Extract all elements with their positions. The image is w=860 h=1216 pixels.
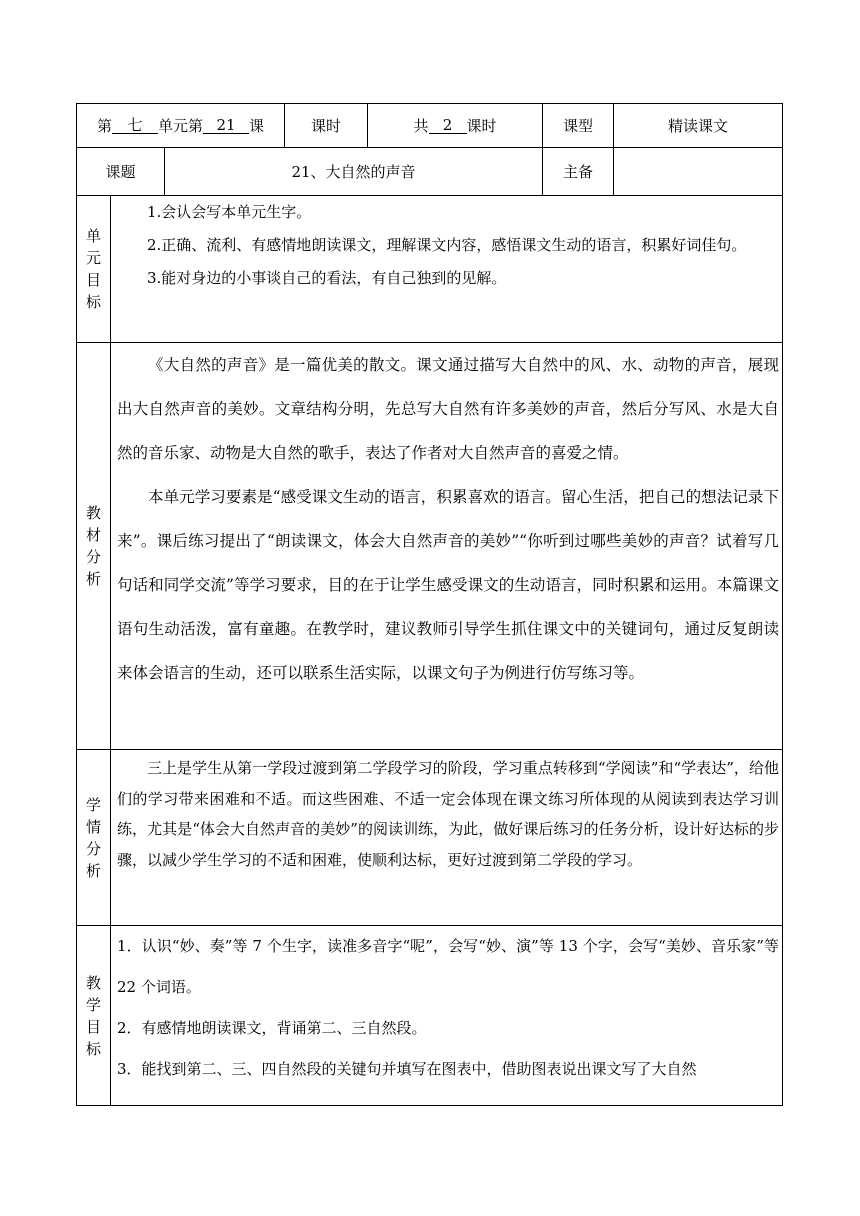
type-value: 精读课文 xyxy=(667,117,728,135)
period-label: 课时 xyxy=(310,117,341,135)
title-value-cell xyxy=(165,148,543,195)
unit-goals-content xyxy=(111,196,782,342)
textbook-analysis-row xyxy=(77,343,782,750)
unit-goals-label-cell xyxy=(77,196,111,342)
total-suffix: 课时 xyxy=(466,117,497,135)
type-label: 课型 xyxy=(562,117,593,135)
learner-analysis-label-cell xyxy=(77,750,111,925)
analysis-paragraph: 本单元学习要素是“感受课文生动的语言，积累喜欢的语言。留心生活，把自己的想法记录下来”。课后练习提出了“朗读课文，体会大自然声音的美妙”“你听到过哪些美妙的声音？试着写几句话和同学交流”等学习要求，目的在于让学生感受课文的生动语言，同时积累和运用。本篇课文语句生动活泼，富有童趣。在教学时，建议教师引导学生抓住课文中的关键词句，通过反复朗读来体会语言的生动，还可以联系生活实际，以课文句子为例进行仿写练习等。 xyxy=(117,488,779,682)
header-row xyxy=(77,104,782,148)
learner-analysis-label: 学情分析 xyxy=(85,795,101,880)
type-label-cell xyxy=(543,104,614,147)
unit-goal-item: 1.会认会写本单元生字。 xyxy=(147,203,312,221)
type-value-cell xyxy=(614,104,782,147)
teaching-goals-label-cell xyxy=(77,926,111,1105)
textbook-analysis-content xyxy=(111,343,782,749)
teaching-goals-content xyxy=(111,926,782,1105)
unit-mid-text: 单元第 xyxy=(157,117,203,135)
learner-paragraph: 三上是学生从第一学段过渡到第二学段学习的阶段，学习重点转移到“学阅读”和“学表达”，给他们的学习带来困难和不适。而这些困难、不适一定会体现在课文练习所体现的从阅读到表达学习训练，尤其是“体会大自然声音的美妙”的阅读训练，为此，做好课后练习的任务分析，设计好达标的步骤，以减少学生学习的不适和困难，使顺利达标，更好过渡到第二学段的学习。 xyxy=(117,759,779,869)
teaching-goals-label: 教学目标 xyxy=(85,973,101,1058)
teaching-goal-item: 3．能找到第二、三、四自然段的关键句并填写在图表中，借助图表说出课文写了大自然 xyxy=(117,1060,697,1078)
owner-label: 主备 xyxy=(562,163,593,181)
lesson-suffix: 课 xyxy=(249,117,265,135)
unit-prefix: 第 xyxy=(96,117,112,135)
teaching-goals-row xyxy=(77,926,782,1105)
title-row xyxy=(77,148,782,196)
lesson-plan-table xyxy=(76,103,783,1106)
unit-goal-item: 2.正确、流利、有感情地朗读课文，理解课文内容，感悟课文生动的语言，积累好词佳句。 xyxy=(147,236,747,254)
total-prefix: 共 xyxy=(413,117,429,135)
unit-goals-row xyxy=(77,196,782,343)
textbook-analysis-label: 教材分析 xyxy=(85,504,101,588)
analysis-paragraph: 《大自然的声音》是一篇优美的散文。课文通过描写大自然中的风、水、动物的声音，展现出大自然声音的美妙。文章结构分明，先总写大自然有许多美妙的声音，然后分写风、水是大自然的音乐家、动物是大自然的歌手，表达了作者对大自然声音的喜爱之情。 xyxy=(117,356,779,462)
teaching-goal-item: 1．认识“妙、奏”等 7 个生字，读准多音字“呢”，会写“妙、演”等 13 个字，会写“美妙、音乐家”等 22 个词语。 xyxy=(117,937,779,996)
learner-analysis-content xyxy=(111,750,782,925)
owner-label-cell xyxy=(543,148,614,195)
unit-number: 七 xyxy=(112,117,158,134)
title-label-cell xyxy=(77,148,165,195)
unit-goals-label: 单元目标 xyxy=(85,227,101,311)
lesson-number: 21 xyxy=(203,117,249,134)
total-periods-cell xyxy=(368,104,543,147)
owner-value-cell xyxy=(614,148,782,195)
lesson-title: 21、大自然的声音 xyxy=(291,163,416,181)
total-number: 2 xyxy=(429,117,467,134)
learner-analysis-row xyxy=(77,750,782,926)
unit-goal-item: 3.能对身边的小事谈自己的看法，有自己独到的见解。 xyxy=(147,269,507,287)
teaching-goal-item: 2．有感情地朗读课文，背诵第二、三自然段。 xyxy=(117,1019,427,1037)
period-label-cell xyxy=(285,104,368,147)
textbook-analysis-label-cell xyxy=(77,343,111,749)
unit-lesson-cell xyxy=(77,104,285,147)
title-label: 课题 xyxy=(105,163,136,181)
